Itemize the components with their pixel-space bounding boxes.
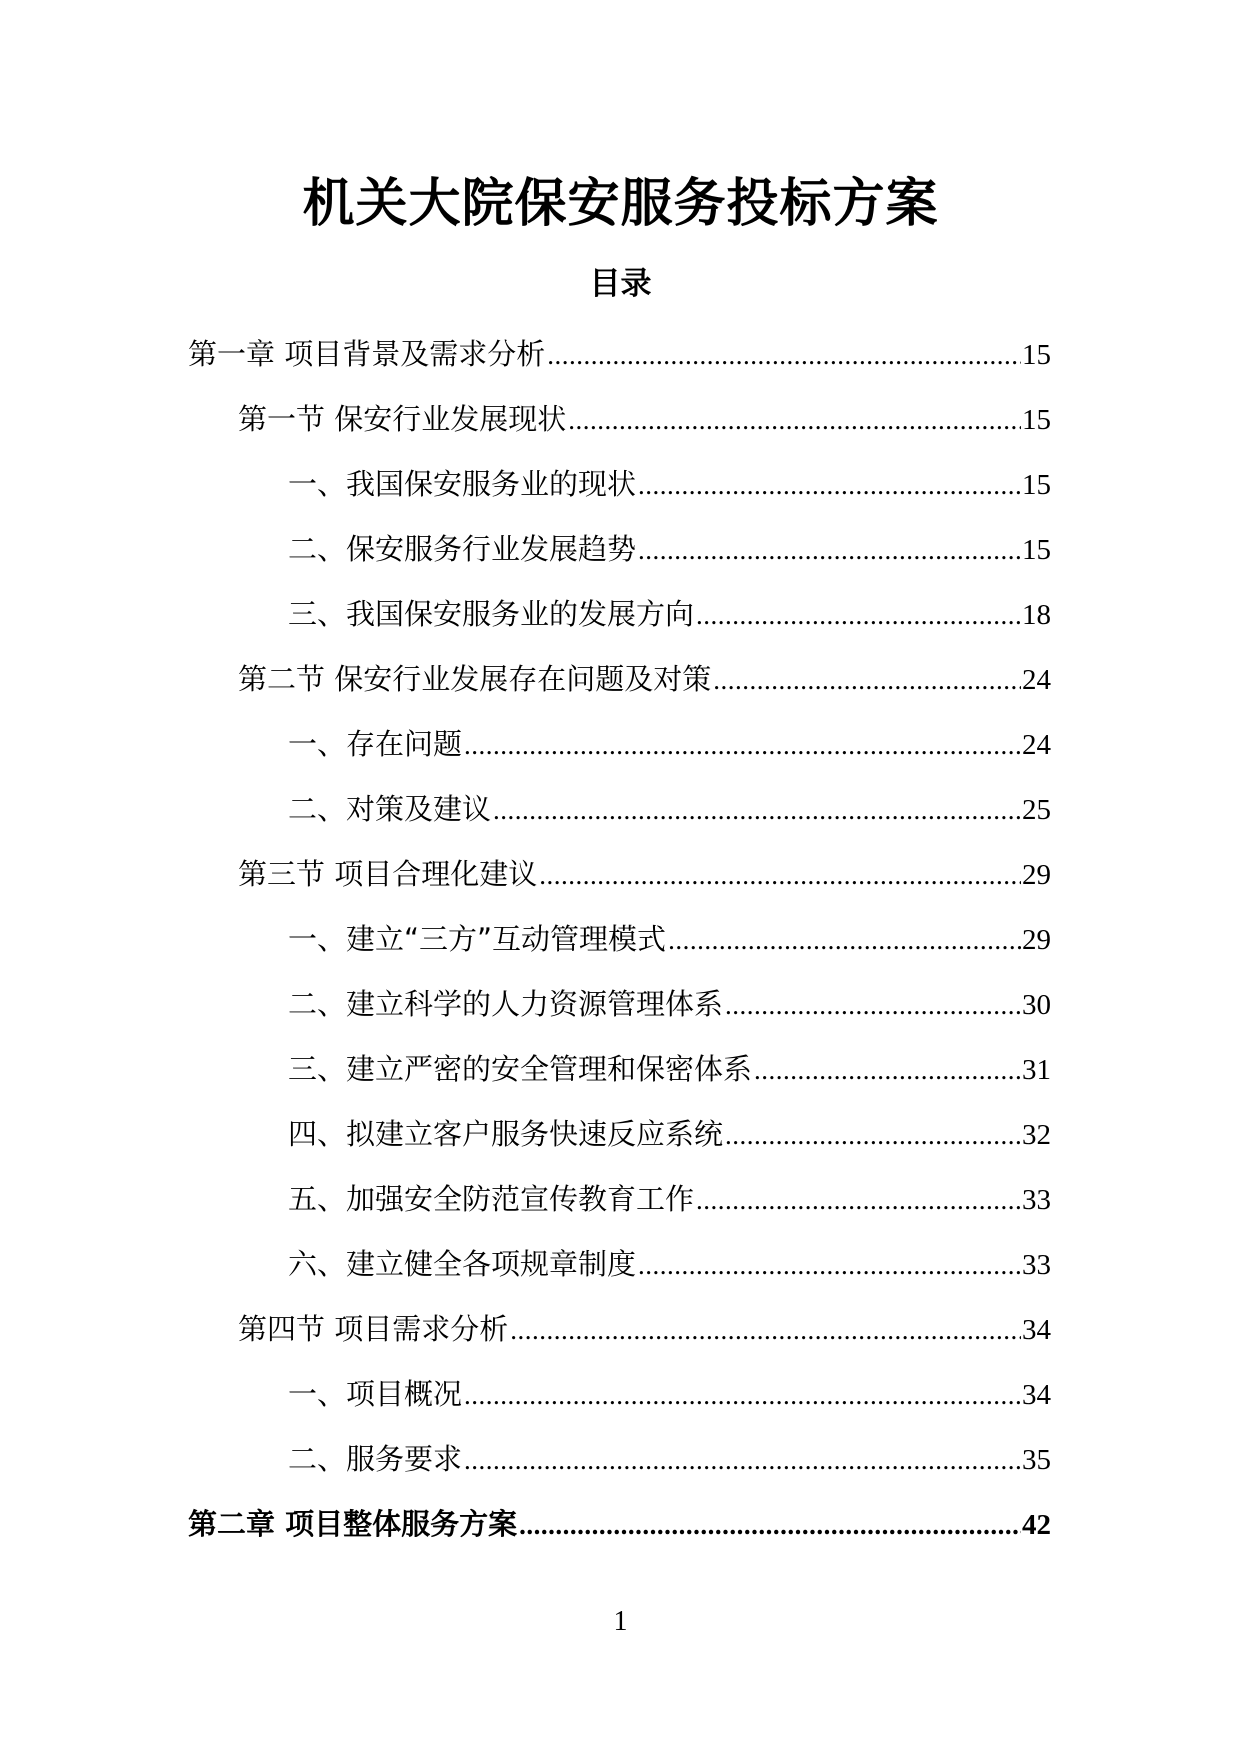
toc-entry-item[interactable] — [0, 1236, 1241, 1301]
toc-entry-item[interactable] — [0, 1106, 1241, 1171]
toc-dot-leader — [464, 1440, 1021, 1480]
toc-entry-page: 29 — [1022, 924, 1051, 956]
toc-entry-item[interactable] — [0, 586, 1241, 651]
toc-entry-page: 42 — [1022, 1509, 1051, 1541]
toc-entry-page: 33 — [1022, 1249, 1051, 1281]
toc-dot-leader — [464, 1375, 1021, 1415]
toc-entry-item[interactable] — [0, 1041, 1241, 1106]
toc-dot-leader — [464, 725, 1021, 765]
toc-entry-title: 第二章 项目整体服务方案 — [188, 1507, 518, 1541]
toc-entry-title: 四、拟建立客户服务快速反应系统 — [288, 1117, 724, 1151]
toc-entry-page: 34 — [1022, 1314, 1051, 1346]
toc-dot-leader — [725, 1115, 1021, 1155]
toc-entry-chapter-2[interactable] — [0, 1496, 1241, 1561]
toc-entry-page: 33 — [1022, 1184, 1051, 1216]
table-of-contents — [0, 326, 1241, 1561]
toc-heading: 目录 — [589, 266, 652, 302]
toc-entry-title: 一、建立“三方”互动管理模式 — [288, 922, 667, 956]
toc-dot-leader — [510, 1310, 1021, 1350]
toc-dot-leader — [713, 660, 1021, 700]
toc-entry-title: 第一章 项目背景及需求分析 — [188, 337, 546, 371]
toc-entry-page: 15 — [1022, 534, 1051, 566]
toc-entry-item[interactable] — [0, 781, 1241, 846]
toc-entry-title: 一、存在问题 — [288, 727, 463, 761]
document-title: 机关大院保安服务投标方案 — [302, 174, 939, 234]
toc-entry-item[interactable] — [0, 976, 1241, 1041]
toc-entry-item[interactable] — [0, 1171, 1241, 1236]
toc-entry-page: 15 — [1022, 469, 1051, 501]
toc-entry-page: 35 — [1022, 1444, 1051, 1476]
toc-dot-leader — [638, 530, 1021, 570]
toc-entry-title: 五、加强安全防范宣传教育工作 — [288, 1182, 695, 1216]
toc-entry-title: 三、我国保安服务业的发展方向 — [288, 597, 695, 631]
toc-dot-leader — [638, 1245, 1021, 1285]
toc-entry-title: 六、建立健全各项规章制度 — [288, 1247, 637, 1281]
toc-dot-leader — [638, 465, 1021, 505]
toc-dot-leader — [539, 855, 1021, 895]
toc-entry-chapter-1[interactable] — [0, 326, 1241, 391]
toc-entry-title: 三、建立严密的安全管理和保密体系 — [288, 1052, 753, 1086]
toc-entry-item[interactable] — [0, 1366, 1241, 1431]
toc-dot-leader — [754, 1050, 1021, 1090]
toc-dot-leader — [568, 400, 1021, 440]
toc-entry-page: 30 — [1022, 989, 1051, 1021]
toc-entry-page: 29 — [1022, 859, 1051, 891]
toc-dot-leader — [519, 1505, 1021, 1545]
toc-dot-leader — [725, 985, 1021, 1025]
toc-entry-item[interactable] — [0, 911, 1241, 976]
toc-entry-item[interactable] — [0, 716, 1241, 781]
toc-entry-page: 18 — [1022, 599, 1051, 631]
toc-entry-section-2[interactable] — [0, 651, 1241, 716]
toc-entry-item[interactable] — [0, 521, 1241, 586]
toc-entry-page: 24 — [1022, 729, 1051, 761]
page-number: 1 — [613, 1606, 628, 1637]
toc-entry-title: 二、对策及建议 — [288, 792, 492, 826]
toc-entry-title: 第三节 项目合理化建议 — [238, 857, 538, 891]
toc-entry-page: 31 — [1022, 1054, 1051, 1086]
toc-dot-leader — [696, 595, 1021, 635]
toc-entry-title: 一、我国保安服务业的现状 — [288, 467, 637, 501]
toc-entry-page: 32 — [1022, 1119, 1051, 1151]
toc-entry-title: 二、服务要求 — [288, 1442, 463, 1476]
toc-entry-page: 25 — [1022, 794, 1051, 826]
toc-entry-page: 34 — [1022, 1379, 1051, 1411]
toc-dot-leader — [547, 335, 1021, 375]
toc-entry-section-3[interactable] — [0, 846, 1241, 911]
toc-entry-section-1[interactable] — [0, 391, 1241, 456]
toc-entry-title: 二、建立科学的人力资源管理体系 — [288, 987, 724, 1021]
toc-entry-page: 15 — [1022, 404, 1051, 436]
toc-entry-title: 第二节 保安行业发展存在问题及对策 — [238, 662, 712, 696]
toc-dot-leader — [668, 920, 1021, 960]
toc-dot-leader — [493, 790, 1021, 830]
toc-dot-leader — [696, 1180, 1021, 1220]
toc-entry-title: 一、项目概况 — [288, 1377, 463, 1411]
toc-entry-section-4[interactable] — [0, 1301, 1241, 1366]
toc-entry-item[interactable] — [0, 1431, 1241, 1496]
toc-entry-page: 15 — [1022, 339, 1051, 371]
toc-entry-item[interactable] — [0, 456, 1241, 521]
toc-entry-page: 24 — [1022, 664, 1051, 696]
toc-entry-title: 二、保安服务行业发展趋势 — [288, 532, 637, 566]
toc-entry-title: 第一节 保安行业发展现状 — [238, 402, 567, 436]
toc-entry-title: 第四节 项目需求分析 — [238, 1312, 509, 1346]
